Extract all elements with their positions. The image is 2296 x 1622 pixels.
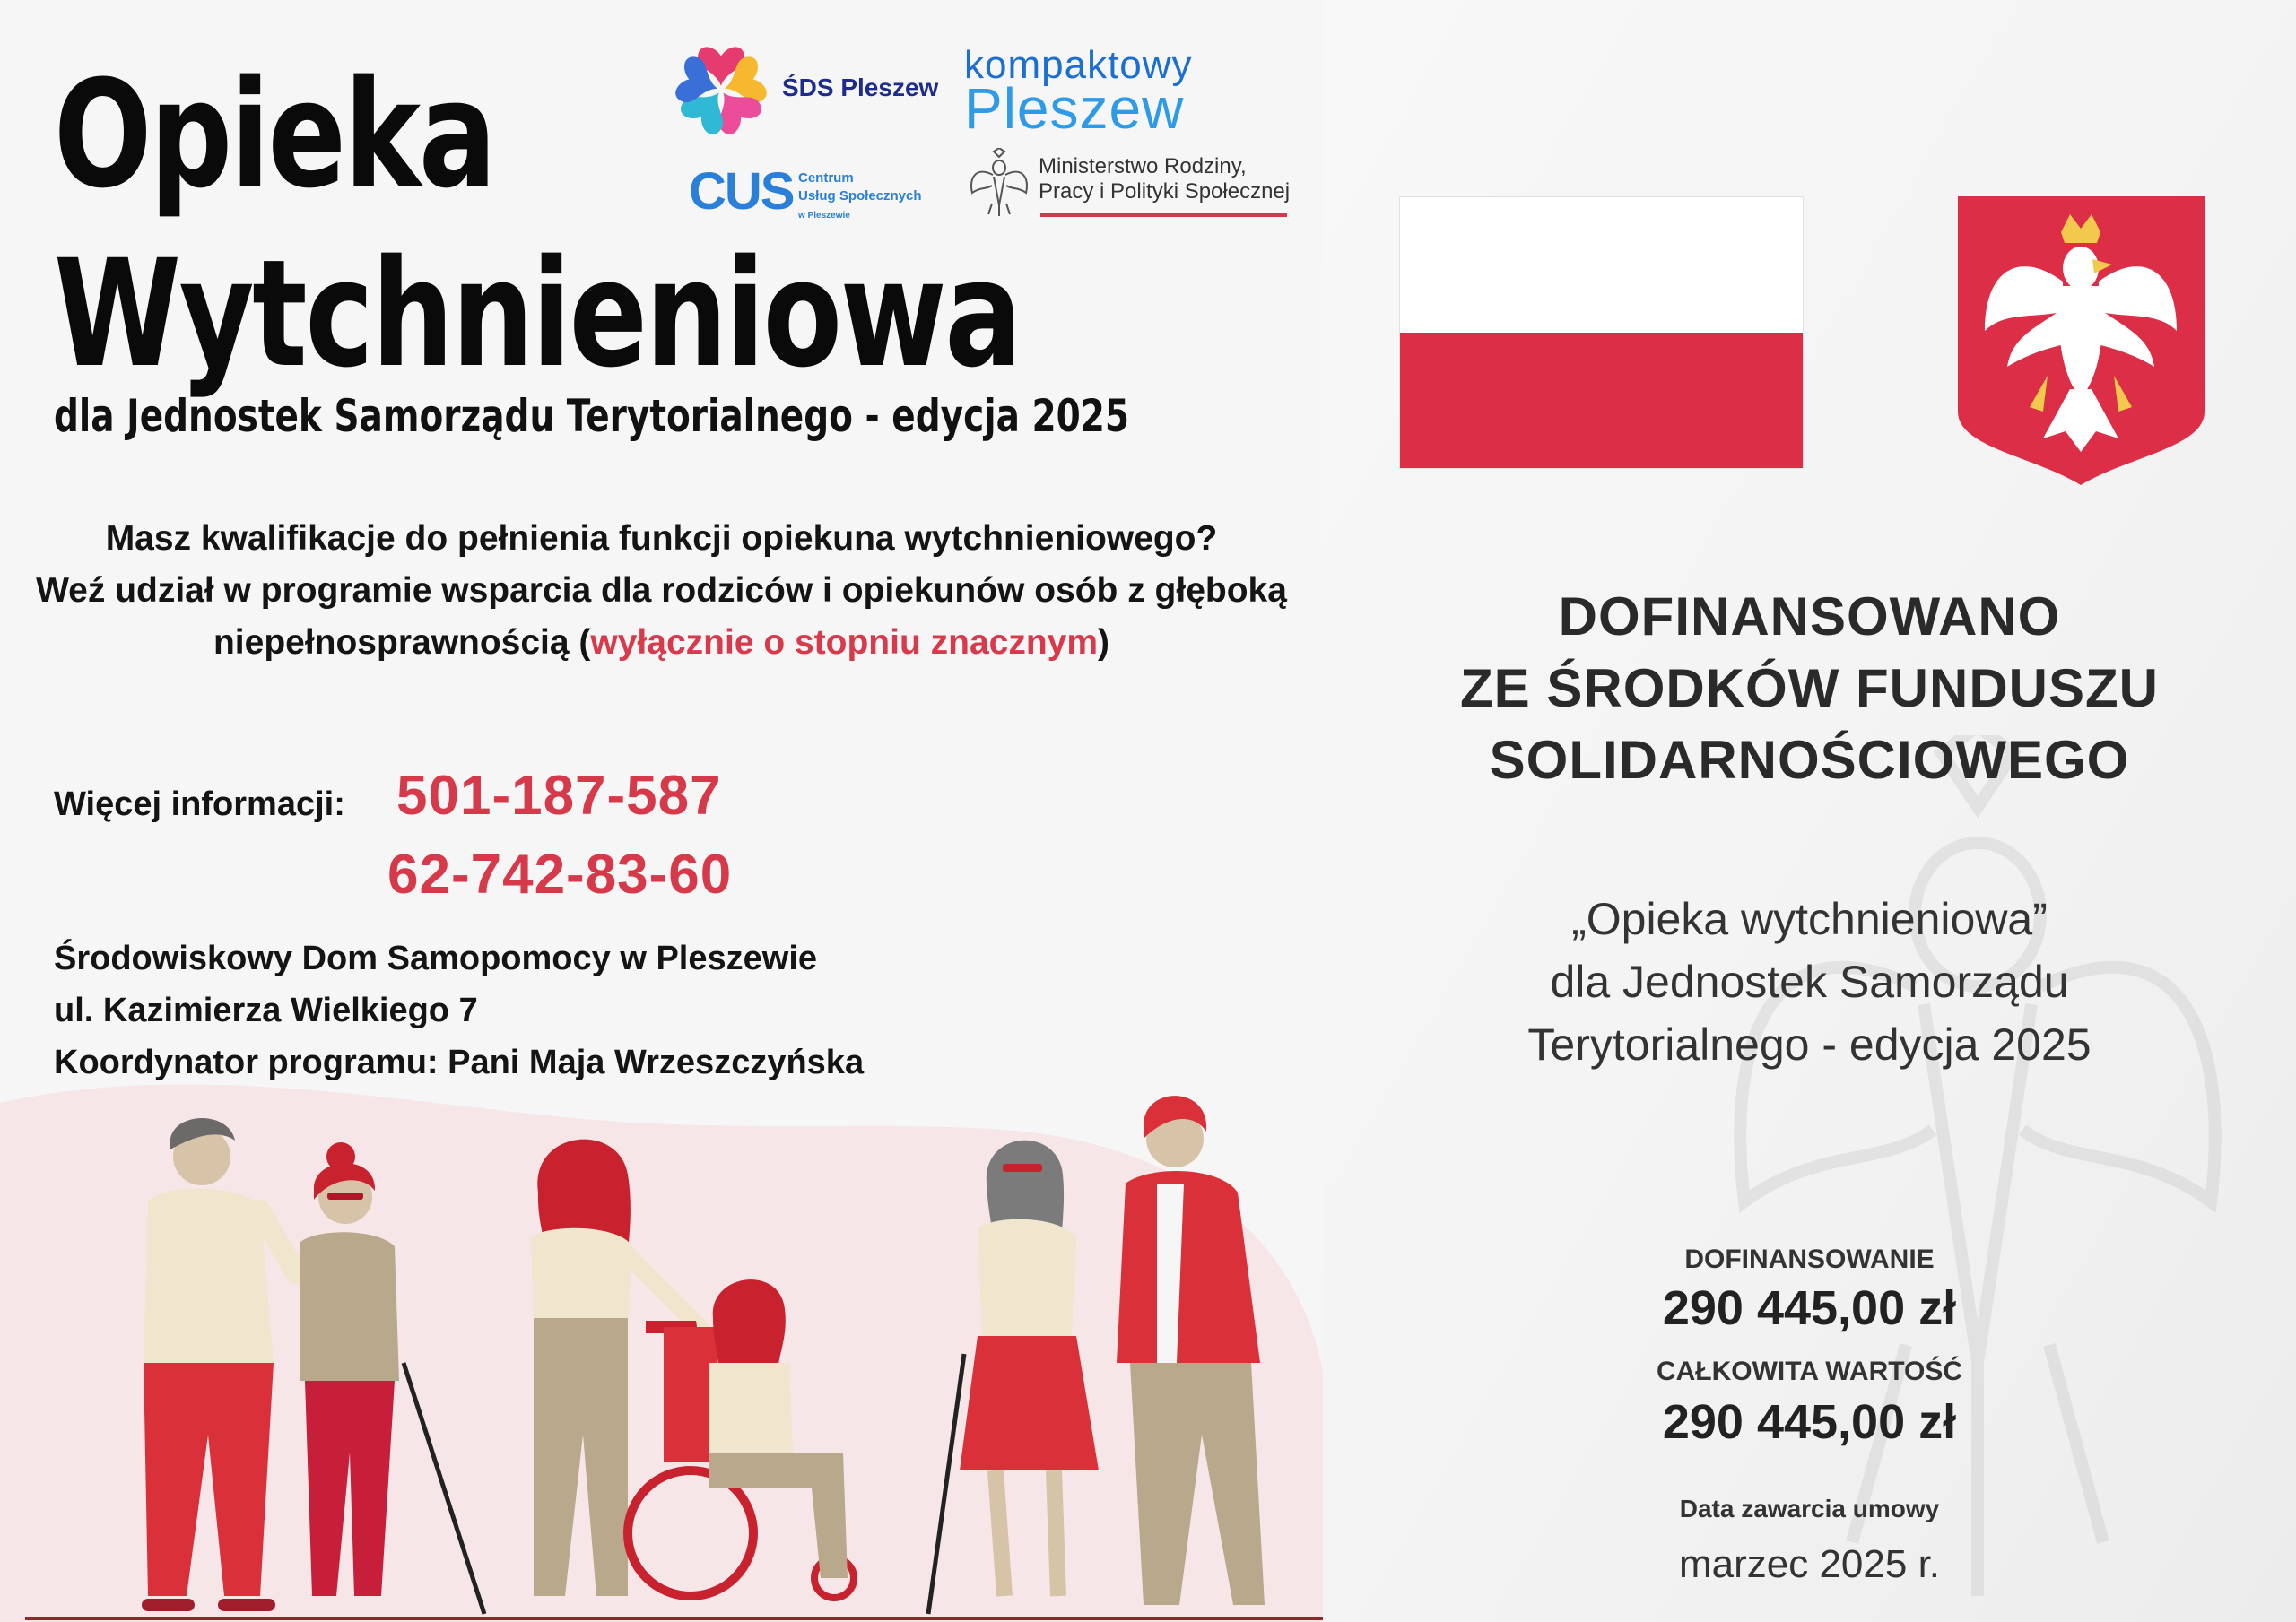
phone-number-2[interactable]: 62-742-83-60: [387, 844, 733, 906]
agreement-date-label: Data zawarcia umowy: [1679, 1495, 1940, 1522]
total-value: 290 445,00 zł: [1662, 1395, 1957, 1449]
subtitle: dla Jednostek Samorządu Terytorialnego - edycja 2025: [54, 390, 1130, 442]
coordinator-line: Koordynator programu: Pani Maja Wrzeszczyńska: [54, 1044, 865, 1081]
title-line-1: Opieka: [54, 48, 495, 221]
sds-hearts-icon: [674, 43, 768, 136]
question-line-2: Weź udział w programie wsparcia dla rodziców i opiekunów osób z głęboką: [36, 571, 1287, 610]
cus-logo-line2: Usług Społecznych: [798, 188, 922, 204]
question-line-3-pre: niepełnosprawnością (: [213, 623, 591, 662]
kompaktowy-logo-line1: kompaktowy: [964, 43, 1193, 87]
eagle-watermark-icon: [1709, 735, 2296, 1622]
funding-heading: [1323, 581, 2296, 796]
total-value-label: CAŁKOWITA WARTOŚĆ: [1656, 1357, 1963, 1386]
address-line-1: Środowiskowy Dom Samopomocy w Pleszewie: [54, 940, 818, 977]
agreement-date: marzec 2025 r.: [1678, 1542, 1941, 1586]
address-line-2: ul. Kazimierza Wielkiego 7: [54, 992, 478, 1029]
ministry-eagle-icon: [967, 148, 1031, 218]
cus-logo-line1: Centrum: [798, 170, 854, 186]
flag-white-stripe: [1400, 197, 1803, 333]
question-line-3: [0, 617, 1323, 669]
sds-logo-text: ŚDS Pleszew: [782, 74, 939, 101]
funding-panel: [1323, 0, 2296, 1622]
ministry-logo-line1: Ministerstwo Rodziny,: [1039, 154, 1247, 178]
program-name: [1323, 888, 2296, 1076]
polish-coat-of-arms-icon: [1958, 196, 2205, 485]
question-line-1: Masz kwalifikacje do pełnienia funkcji opiekuna wytchnieniowego?: [105, 519, 1218, 558]
question-line-3-post: ): [1098, 623, 1110, 662]
funding-heading-line-1: DOFINANSOWANO: [1558, 586, 2061, 646]
cus-logo-line3: w Pleszewie: [798, 211, 850, 221]
cofinancing-label: DOFINANSOWANIE: [1684, 1245, 1935, 1274]
program-name-line-3: Terytorialnego - edycja 2025: [1527, 1019, 2092, 1070]
kompaktowy-logo-line2: Pleszew: [964, 76, 1185, 141]
funding-heading-line-2: ZE ŚRODKÓW FUNDUSZU: [1460, 658, 2159, 718]
flag-red-stripe: [1400, 333, 1803, 468]
cofinancing-value: 290 445,00 zł: [1662, 1281, 1957, 1335]
polish-flag: [1399, 196, 1804, 469]
program-name-line-2: dla Jednostek Samorządu: [1550, 957, 2069, 1007]
program-name-line-1: „Opieka wytchnieniowa”: [1571, 894, 2048, 944]
people-illustration: [0, 1058, 1323, 1622]
ground-line: [25, 1617, 1323, 1620]
ministry-logo-bar: [1040, 213, 1287, 217]
question-block: [0, 513, 1323, 669]
phone-number-1[interactable]: 501-187-587: [396, 765, 722, 827]
question-highlight: wyłącznie o stopniu znacznym: [590, 623, 1099, 662]
info-label: Więcej informacji:: [54, 785, 345, 823]
cus-logo-mark: CUS: [689, 162, 794, 221]
ministry-logo-line2: Pracy i Polityki Społecznej: [1039, 179, 1291, 204]
title-line-2: Wytchnieniowa: [54, 228, 1021, 400]
funding-heading-line-3: SOLIDARNOŚCIOWEGO: [1489, 730, 2130, 790]
